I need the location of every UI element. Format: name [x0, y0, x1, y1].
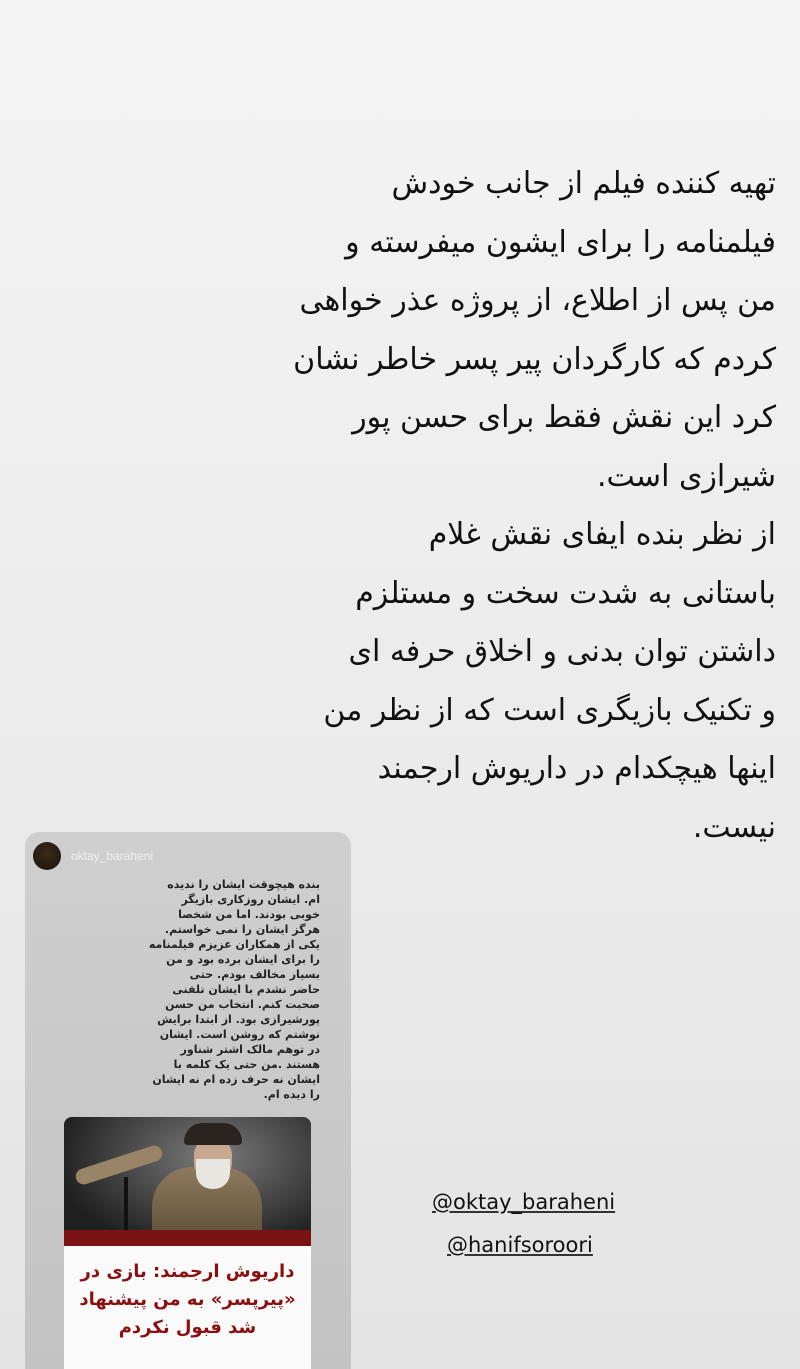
quote-line: هستند .من حتی یک کلمه با — [173, 1058, 320, 1071]
story-text-line: کرد این نقش فقط برای حسن پور — [352, 400, 776, 435]
story-text-line: اینها هیچکدام در داریوش ارجمند — [377, 751, 776, 786]
quote-line: را برای ایشان برده بود و من — [166, 953, 320, 966]
story-text-line: از نظر بنده ایفای نقش غلام — [428, 517, 776, 552]
embedded-story-card[interactable] — [25, 832, 351, 1369]
quote-line: بسیار مخالف بودم. حتی — [189, 968, 320, 981]
quote-line: حاضر نشدم با ایشان تلفنی — [172, 983, 320, 996]
headline-line: شد قبول نکردم — [118, 1317, 257, 1338]
quote-line: هرگز ایشان را نمی خواستم. — [164, 923, 320, 936]
news-photo — [64, 1117, 311, 1246]
quote-line: ایشان نه حرف زده ام نه ایشان — [152, 1073, 320, 1086]
photo-red-strip — [64, 1230, 311, 1246]
quote-line: در توهم مالک اشتر شناور — [180, 1043, 320, 1056]
photo-person-beard — [196, 1159, 230, 1189]
photo-person-hat — [184, 1123, 242, 1145]
story-main-text — [293, 155, 776, 857]
story-text-line: کردم که کارگردان پیر پسر خاطر نشان — [293, 341, 776, 377]
headline-line: «پیرپسر» به من پیشنهاد — [79, 1289, 296, 1310]
mention-hanifsoroori[interactable]: @hanifsoroori — [447, 1233, 593, 1257]
quote-line: را دیده ام. — [263, 1088, 320, 1101]
headline-line: داریوش ارجمند: بازی در — [80, 1261, 295, 1282]
story-text-line: من پس از اطلاع، از پروژه عذر خواهی — [299, 283, 776, 318]
quote-line: پورشیرازی بود. از ابتدا برایش — [157, 1013, 320, 1026]
story-text-line: فیلمنامه را برای ایشون میفرسته و — [345, 224, 776, 260]
embedded-quote-text — [85, 877, 320, 1102]
story-text-line: نیست. — [692, 809, 776, 845]
quote-line: خوبی بودند. اما من شخصا — [178, 908, 320, 921]
news-headline — [64, 1246, 311, 1369]
quote-line: بنده هیچوقت ایشان را ندیده — [167, 878, 320, 891]
quote-line: صحبت کنم. انتخاب من حسن — [165, 998, 320, 1011]
quote-line: یکی از همکاران عزیزم فیلمنامه — [148, 938, 320, 951]
mention-oktay-baraheni[interactable]: @oktay_baraheni — [432, 1190, 616, 1214]
embedded-story-header[interactable] — [33, 841, 153, 871]
avatar[interactable] — [33, 842, 61, 870]
microphone-icon — [124, 1177, 128, 1237]
story-text-line: شیرازی است. — [596, 458, 776, 494]
story-text-line: باستانی به شدت سخت و مستلزم — [355, 575, 776, 611]
story-text-line: و تکنیک بازیگری است که از نظر من — [323, 692, 776, 728]
quote-line: نوشتم که روشن است. ایشان — [159, 1028, 320, 1041]
quote-line: ام. ایشان روزکاری بازیگر — [181, 893, 320, 906]
story-text-line: تهیه کننده فیلم از جانب خودش — [391, 166, 776, 201]
story-text-line: داشتن توان بدنی و اخلاق حرفه ای — [348, 634, 776, 669]
embedded-username[interactable]: oktay_baraheni — [71, 849, 154, 863]
